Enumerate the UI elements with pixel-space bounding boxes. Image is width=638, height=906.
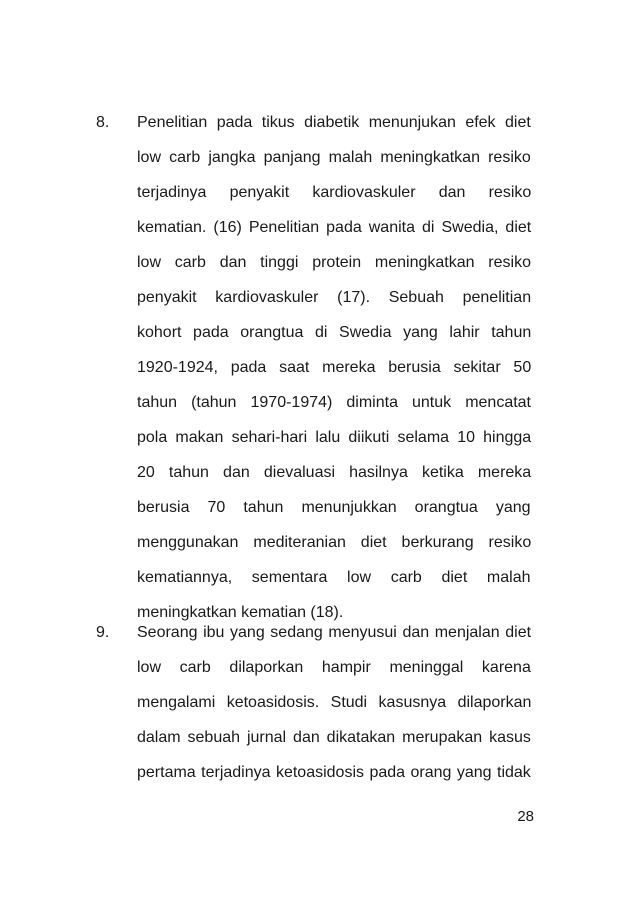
text-line: 1920-1924, pada saat mereka berusia sekitar 50 bbox=[137, 359, 532, 376]
list-item-text bbox=[137, 112, 531, 624]
text-line: dalam sebuah jurnal dan dikatakan merupakan kasus bbox=[137, 729, 531, 746]
text-line: pertama terjadinya ketoasidosis pada orang yang tidak bbox=[137, 764, 531, 781]
text-line: meningkatkan kematian (18). bbox=[137, 604, 344, 621]
text-line: kematiannya, sementara low carb diet malah bbox=[137, 569, 531, 586]
list-item-number: 8. bbox=[96, 114, 110, 131]
text-line: menggunakan mediteranian diet berkurang resiko bbox=[137, 534, 532, 551]
page-number: 28 bbox=[517, 808, 534, 825]
text-line: 20 tahun dan dievaluasi hasilnya ketika mereka bbox=[137, 464, 532, 481]
list-item-number: 9. bbox=[96, 624, 110, 641]
text-line: penyakit kardiovaskuler (17). Sebuah penelitian bbox=[137, 289, 532, 306]
text-line: berusia 70 tahun menunjukkan orangtua yang bbox=[137, 499, 531, 516]
text-line: Penelitian pada tikus diabetik menunjukan efek diet bbox=[137, 114, 531, 131]
text-line: mengalami ketoasidosis. Studi kasusnya dilaporkan bbox=[137, 694, 532, 711]
text-line: low carb dilaporkan hampir meninggal karena bbox=[137, 659, 531, 676]
text-line: tahun (tahun 1970-1974) diminta untuk mencatat bbox=[137, 394, 532, 411]
text-line: low carb dan tinggi protein meningkatkan resiko bbox=[137, 254, 531, 271]
text-line: kematian. (16) Penelitian pada wanita di Swedia, diet bbox=[137, 219, 532, 236]
text-line: terjadinya penyakit kardiovaskuler dan resiko bbox=[137, 184, 532, 201]
text-line: low carb jangka panjang malah meningkatkan resiko bbox=[137, 149, 531, 166]
list-item-text bbox=[137, 622, 531, 784]
text-line: pola makan sehari-hari lalu diikuti selama 10 hingga bbox=[137, 429, 532, 446]
text-line: Seorang ibu yang sedang menyusui dan menjalan diet bbox=[137, 624, 532, 641]
text-line: kohort pada orangtua di Swedia yang lahir tahun bbox=[137, 324, 532, 341]
